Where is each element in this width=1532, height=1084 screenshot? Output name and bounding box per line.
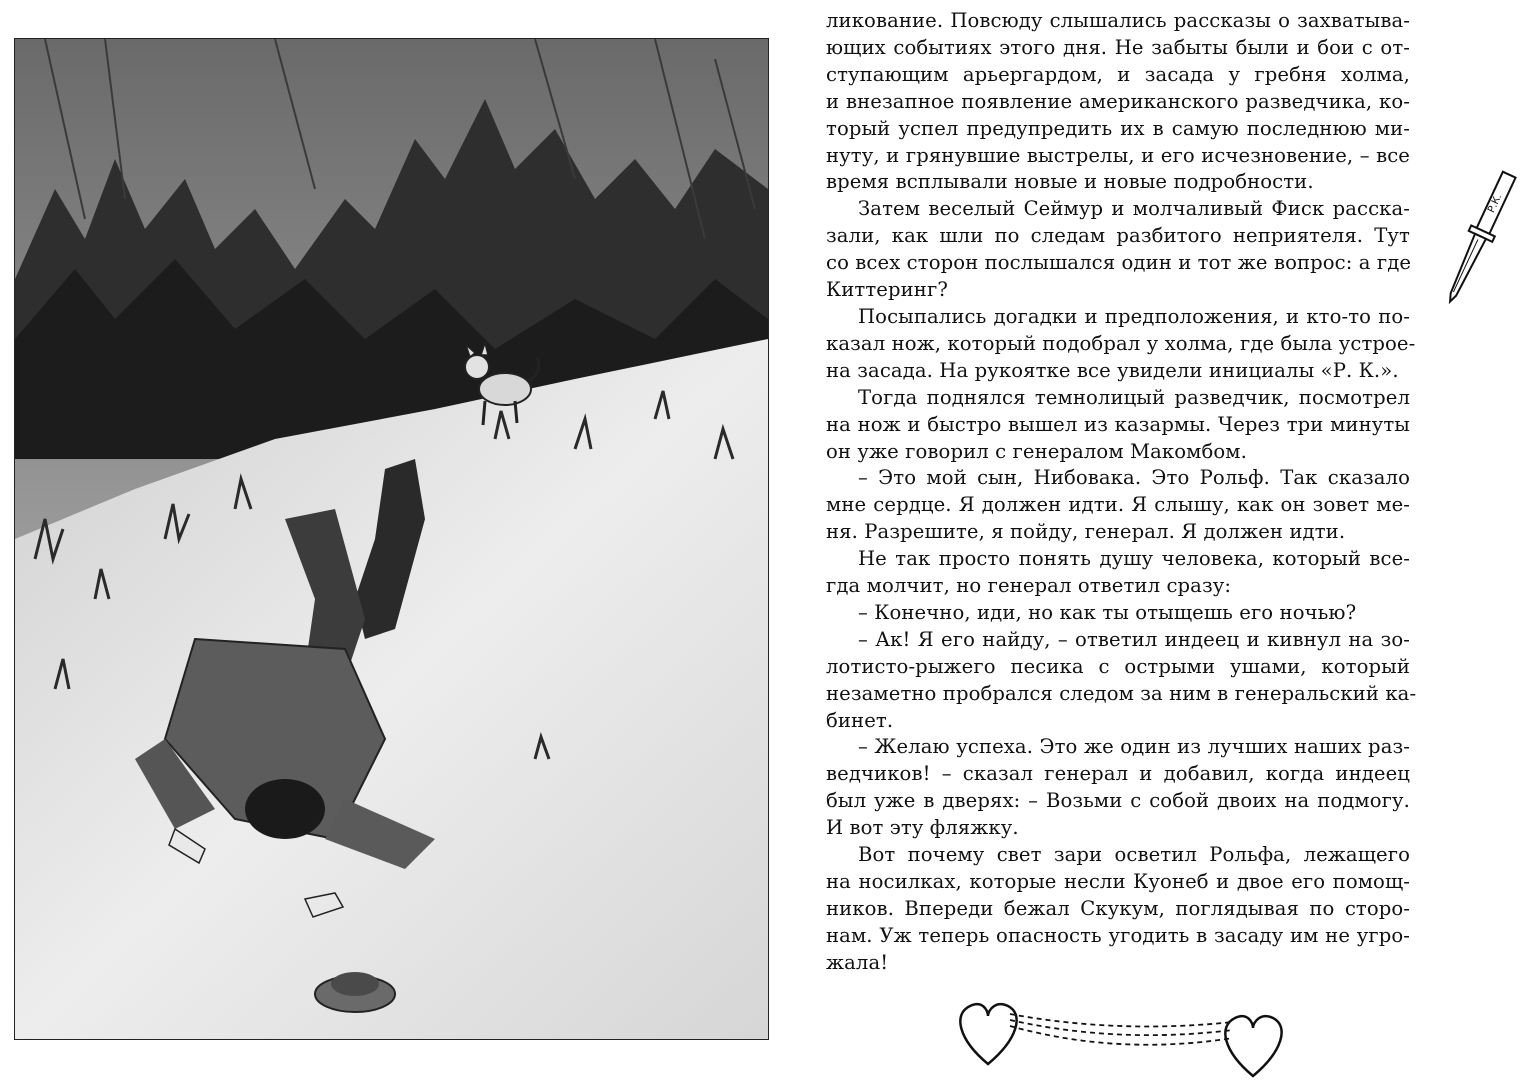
- text-line: Вот почему свет зари осветил Рольфа, лежащего: [858, 843, 1410, 867]
- text-line: нам. Уж теперь опасность угодить в засаду им не угро-: [826, 923, 1410, 947]
- text-line: – Это мой сын, Нибовака. Это Рольф. Так сказало: [858, 466, 1410, 490]
- paragraph: [826, 304, 1416, 385]
- text-line: на засада. На рукоятке все увидели инициалы «Р. К.».: [826, 358, 1399, 382]
- dotted-links: [1010, 1014, 1233, 1045]
- paragraph: [826, 8, 1410, 196]
- hearts-decoration: [948, 994, 1298, 1084]
- text-line: – Ак! Я его найду, – ответил индеец и кивнул на зо-: [858, 627, 1410, 651]
- text-line: зали, как шли по следам разбитого неприятеля. Тут: [826, 224, 1410, 248]
- text-line: торый успел предупредить их в самую последнюю ми-: [826, 116, 1410, 140]
- text-line: Киттеринг?: [826, 278, 948, 302]
- text-line: лотисто-рыжего песика с острыми ушами, который: [826, 654, 1410, 678]
- text-line: – Желаю успеха. Это же один из лучших наших раз-: [858, 735, 1410, 759]
- text-line: жала!: [826, 950, 889, 974]
- paragraph: [826, 734, 1410, 842]
- paragraph: [826, 842, 1410, 977]
- paragraph: [826, 196, 1410, 304]
- text-line: казал нож, который подобрал у холма, где была устрое-: [826, 331, 1416, 355]
- text-line: Не так просто понять душу человека, который все-: [858, 547, 1410, 571]
- left-heart-icon: [960, 1004, 1016, 1064]
- text-line: нуту, и грянувшие выстрелы, и его исчезновение, – все: [826, 143, 1410, 167]
- text-line: время всплывали новые и новые подробности.: [826, 170, 1314, 194]
- text-line: Посыпались догадки и предположения, и кто-то по-: [858, 304, 1410, 328]
- text-line: ступающим арьергардом, и засада у гребня холма,: [826, 62, 1410, 86]
- text-line: на нож и быстро вышел из казармы. Через три минуты: [826, 412, 1410, 436]
- text-column: [826, 8, 1417, 977]
- paragraph: [826, 546, 1410, 600]
- knife-icon: [1440, 160, 1520, 310]
- text-line: ликование. Повсюду слышались рассказы о захватыва-: [826, 9, 1410, 32]
- paragraph: [826, 627, 1417, 735]
- text-line: со всех сторон послышался один и тот же вопрос: а где: [826, 251, 1412, 275]
- illustration-drawing: [15, 39, 768, 1039]
- text-line: на носилках, которые несли Куонеб и двое его помощ-: [826, 870, 1410, 893]
- text-line: Тогда поднялся темнолицый разведчик, посмотрел: [858, 385, 1410, 409]
- text-line: – Конечно, иди, но как ты отыщешь его ночью?: [858, 600, 1357, 624]
- paragraph: [826, 465, 1410, 546]
- text-line: незаметно пробрался следом за ним в генеральский ка-: [826, 681, 1417, 705]
- right-heart-icon: [1225, 1016, 1281, 1076]
- text-line: ников. Впереди бежал Скукум, поглядывая по сторо-: [826, 896, 1410, 920]
- text-line: ведчиков! – сказал генерал и добавил, когда индеец: [826, 762, 1410, 786]
- text-line: и внезапное появление американского разведчика, ко-: [826, 89, 1410, 113]
- text-line: мне сердце. Я должен идти. Я слышу, как он зовет ме-: [826, 493, 1410, 517]
- knife-handle-text: Р.К.: [1486, 192, 1505, 215]
- paragraph: [826, 385, 1410, 466]
- text-line: бинет.: [826, 708, 894, 732]
- text-line: И вот эту фляжку.: [826, 816, 1019, 840]
- text-line: гда молчит, но генерал ответил сразу:: [826, 574, 1232, 598]
- text-line: ня. Разрешите, я пойду, генерал. Я должен идти.: [826, 520, 1346, 544]
- text-line: ющих событиях этого дня. Не забыты были и бои с от-: [826, 35, 1410, 59]
- text-line: он уже говорил с генералом Макомбом.: [826, 439, 1247, 463]
- text-line: был уже в дверях: – Возьми с собой двоих на подмогу.: [826, 789, 1410, 813]
- book-illustration: [14, 38, 769, 1040]
- paragraph: [826, 600, 1410, 627]
- text-line: Затем веселый Сеймур и молчаливый Фиск расска-: [858, 197, 1410, 221]
